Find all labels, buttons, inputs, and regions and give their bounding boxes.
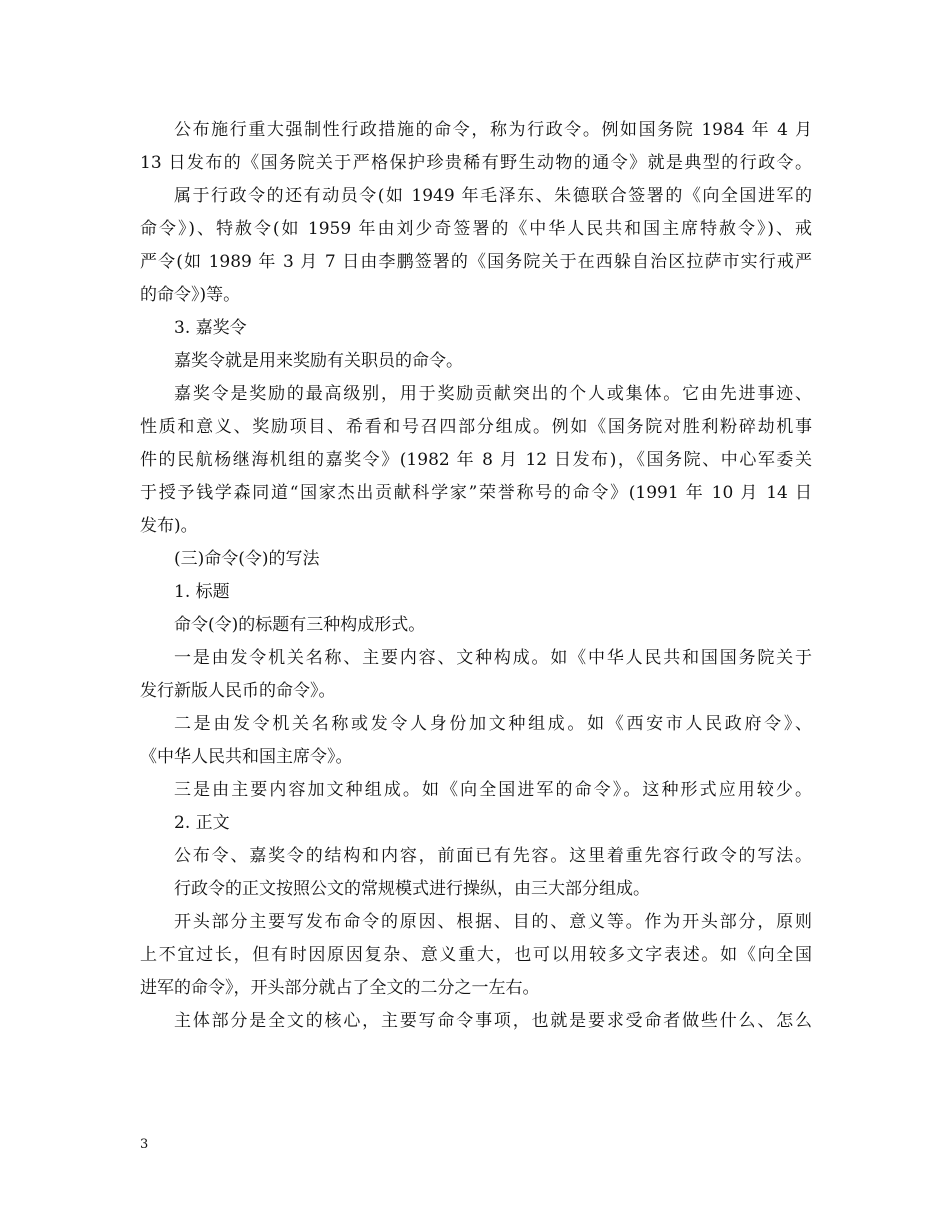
text-line: 命令》)、特赦令(如 1959 年由刘少奇签署的《中华人民共和国主席特赦令》)、戒	[140, 219, 812, 239]
text-line: 发布)。	[140, 516, 198, 536]
text-line: 嘉奖令就是用来奖励有关职员的命令。	[174, 351, 463, 371]
text-line: 上不宜过长，但有时因原因复杂、意义重大，也可以用较多文字表述。如《向全国	[140, 945, 812, 965]
text-line: 性质和意义、奖励项目、希看和号召四部分组成。例如《国务院对胜利粉碎劫机事	[140, 417, 812, 437]
text-line: 嘉奖令是奖励的最高级别，用于奖励贡献突出的个人或集体。它由先进事迹、	[174, 384, 812, 404]
section-heading: 3. 嘉奖令	[174, 318, 247, 338]
text-line: 主体部分是全文的核心，主要写命令事项，也就是要求受命者做些什么、怎么	[174, 1011, 812, 1031]
text-line: 公布令、嘉奖令的结构和内容，前面已有先容。这里着重先容行政令的写法。	[174, 846, 812, 866]
section-heading: 2. 正文	[174, 813, 230, 833]
text-line: 一是由发令机关名称、主要内容、文种构成。如《中华人民共和国国务院关于	[174, 648, 812, 668]
text-line: 13 日发布的《国务院关于严格保护珍贵稀有野生动物的通令》就是典型的行政令。	[140, 153, 812, 173]
text-line: 严令(如 1989 年 3 月 7 日由李鹏签署的《国务院关于在西躲自治区拉萨市实行戒严	[140, 252, 812, 272]
section-heading: 1. 标题	[174, 582, 230, 602]
text-line: 二是由发令机关名称或发令人身份加文种组成。如《西安市人民政府令》、	[174, 714, 812, 734]
section-heading: (三)命令(令)的写法	[174, 549, 320, 569]
body-text	[140, 114, 812, 1038]
text-line: 属于行政令的还有动员令(如 1949 年毛泽东、朱德联合签署的《向全国进军的	[174, 186, 812, 206]
page-number: 3	[140, 1137, 149, 1152]
text-line: 进军的命令》，开头部分就占了全文的二分之一左右。	[140, 978, 540, 998]
text-line: 发行新版人民币的命令》。	[140, 681, 336, 701]
text-line: 于授予钱学森同道“国家杰出贡献科学家”荣誉称号的命令》(1991 年 10 月 14 日	[140, 483, 812, 503]
text-line: 行政令的正文按照公文的常规模式进行操纵，由三大部分组成。	[174, 879, 650, 899]
text-line: 三是由主要内容加文种组成。如《向全国进军的命令》。这种形式应用较少。	[174, 780, 812, 800]
text-line: 《中华人民共和国主席令》。	[140, 747, 353, 767]
text-line: 的命令》)等。	[140, 285, 241, 305]
text-line: 开头部分主要写发布命令的原因、根据、目的、意义等。作为开头部分，原则	[174, 912, 812, 932]
text-line: 件的民航杨继海机组的嘉奖令》(1982 年 8 月 12 日发布)，《国务院、中心军委关	[140, 450, 812, 470]
text-line: 公布施行重大强制性行政措施的命令，称为行政令。例如国务院 1984 年 4 月	[174, 120, 812, 140]
text-line: 命令(令)的标题有三种构成形式。	[174, 615, 426, 635]
